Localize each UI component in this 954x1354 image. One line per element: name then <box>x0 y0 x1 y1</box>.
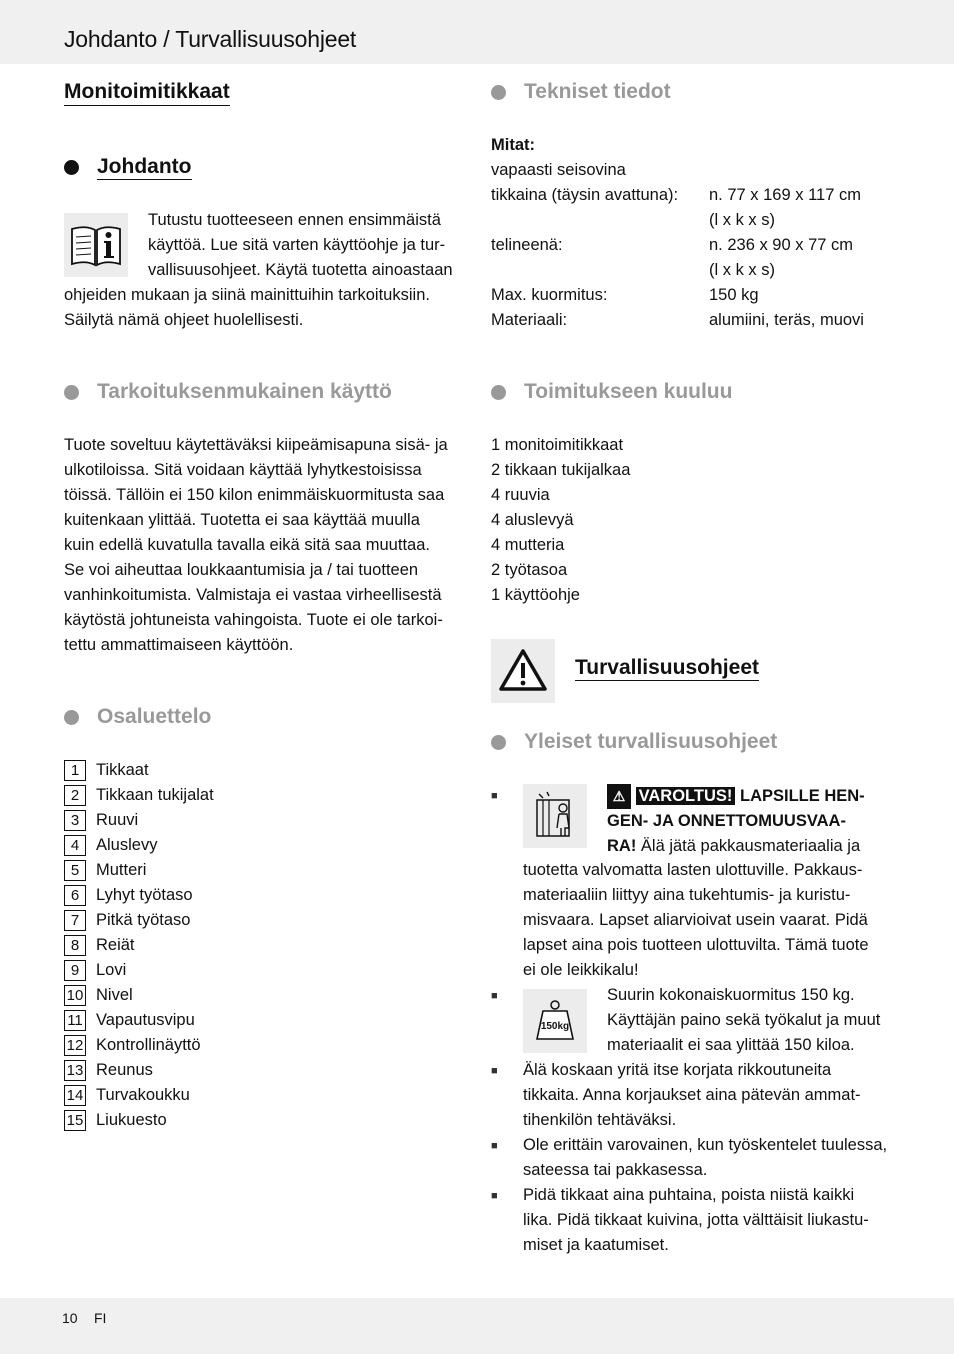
page-number: 10 <box>62 1310 78 1326</box>
warning-triangle-icon <box>491 639 555 703</box>
spec-row: (l x k x s) <box>709 211 775 229</box>
scope-list <box>491 433 630 608</box>
list-item: 2 Tikkaan tukijalat <box>64 783 214 808</box>
list-item: 1 käyttöohje <box>491 586 580 604</box>
list-item: 2 tikkaan tukijalkaa <box>491 461 631 479</box>
load-text: Suurin kokonaiskuormitus 150 kg. Käyttäjän paino sekä työkalut ja muut materiaalit ei saa ylittää 150 kiloa. <box>607 986 881 1054</box>
list-item: 7 Pitkä työtaso <box>64 908 214 933</box>
list-item: 4 ruuvia <box>491 486 550 504</box>
weather-text: Ole erittäin varovainen, kun työskentelet tuulessa, sateessa tai pakkasessa. <box>523 1136 888 1179</box>
intro-heading: Johdanto <box>64 155 192 180</box>
page-footer <box>0 1298 954 1354</box>
spec-row: tikkaina (täysin avattuna): n. 77 x 169 x 117 cm <box>491 186 861 204</box>
purpose-text: Tuote soveltuu käytettäväksi kiipeämisapuna sisä- ja ulkotiloissa. Sitä voidaan käyttää lyhytkestoisissa töissä. Tällöin ei 150 kilon enimmäiskuormitusta saa kuitenkaan ylittää. Tuotetta ei saa käyttää muulla kuin edellä kuvatulla tavalla eikä sitä saa muuttaa. Se voi aiheuttaa loukkaantumisia ja / tai tuotteen vanhinkoitumista. Valmistaja ei vastaa virheellisestä käytöstä johtuneista vahingoista. Tuote ei ole tarkoi- tettu ammattimaiseen käyttöön. <box>64 436 448 654</box>
intro-text-a: Tutustu tuotteeseen ennen ensimmäistä käyttöä. Lue sitä varten käyttöohje ja tur- vallisuusohjeet. Käytä tuotetta ainoastaan <box>148 211 453 279</box>
list-item: 1 Tikkaat <box>64 758 214 783</box>
parts-heading: Osaluettelo <box>64 705 211 729</box>
clean-text: Pidä tikkaat aina puhtaina, poista niistä kaikki lika. Pidä tikkaat kuivina, jotta välttäisit liukastu- miset ja kaatumiset. <box>523 1186 869 1254</box>
list-item: 8 Reiät <box>64 933 214 958</box>
list-item: 2 työtasoa <box>491 561 568 579</box>
bullet-dot <box>64 160 79 175</box>
list-item: 13 Reunus <box>64 1058 214 1083</box>
list-item: 1 monitoimitikkaat <box>491 436 624 454</box>
warning-triangle-small-icon: ⚠ <box>607 784 631 809</box>
list-item: 6 Lyhyt työtaso <box>64 883 214 908</box>
list-item: 4 mutteria <box>491 536 565 554</box>
list-item: 10 Nivel <box>64 983 214 1008</box>
general-safety-heading: Yleiset turvallisuusohjeet <box>491 730 777 754</box>
safety-title: Turvallisuusohjeet <box>575 656 759 679</box>
info-book-icon <box>64 213 128 277</box>
square-bullet: ■ <box>491 790 498 802</box>
repair-text: Älä koskaan yritä itse korjata rikkoutuneita tikkaita. Anna korjaukset aina pätevän ammat- tihenkilön tehtäväksi. <box>523 1061 861 1129</box>
intro-text-b: ohjeiden mukaan ja siinä mainittuihin tarkoituksiin. Säilytä nämä ohjeet huolellisesti. <box>64 286 430 329</box>
free-standing: vapaasti seisovina <box>491 161 626 179</box>
tech-heading: Tekniset tiedot <box>491 80 671 104</box>
list-item: 4 aluslevyä <box>491 511 574 529</box>
spec-row: Max. kuormitus: 150 kg <box>491 286 759 304</box>
purpose-heading: Tarkoituksenmukainen käyttö <box>64 380 392 404</box>
dims-label: Mitat: <box>491 136 535 154</box>
bullet-dot <box>64 710 79 725</box>
product-title: Monitoimitikkaat <box>64 80 230 106</box>
square-bullet: ■ <box>491 1140 498 1152</box>
square-bullet: ■ <box>491 1190 498 1202</box>
warning-badge: VAROLTUS! <box>636 787 736 805</box>
parts-list <box>64 758 214 1133</box>
page-header <box>0 0 954 64</box>
weight-icon <box>523 989 587 1053</box>
warning-body: tuotetta valvomatta lasten ulottuville. Pakkaus- materiaaliin liittyy aina tukehtumis- ja kuristu- misvaara. Lapset aliarvioivat usein vaarat. Pidä lapset aina pois tuotteen ulottuvilta. Tämä tuote ei ole leikkikalu! <box>523 861 869 979</box>
spec-row: telineenä: n. 236 x 90 x 77 cm <box>491 236 853 254</box>
svg-text:150kg: 150kg <box>540 1021 570 1032</box>
list-item: 15 Liukuesto <box>64 1108 214 1133</box>
list-item: 5 Mutteri <box>64 858 214 883</box>
bullet-dot <box>491 385 506 400</box>
list-item: 12 Kontrollinäyttö <box>64 1033 214 1058</box>
list-item: 14 Turvakoukku <box>64 1083 214 1108</box>
spec-row: Materiaali: alumiini, teräs, muovi <box>491 311 864 329</box>
spec-row: (l x k x s) <box>709 261 775 279</box>
scope-heading: Toimitukseen kuuluu <box>491 380 732 404</box>
language-code: FI <box>94 1310 107 1326</box>
list-item: 3 Ruuvi <box>64 808 214 833</box>
bullet-dot <box>64 385 79 400</box>
bullet-dot <box>491 735 506 750</box>
list-item: 11 Vapautusvipu <box>64 1008 214 1033</box>
square-bullet: ■ <box>491 990 498 1002</box>
list-item: 9 Lovi <box>64 958 214 983</box>
square-bullet: ■ <box>491 1065 498 1077</box>
tech-specs <box>491 133 911 333</box>
child-danger-icon <box>523 784 587 848</box>
list-item: 4 Aluslevy <box>64 833 214 858</box>
warning-header: ⚠ VAROLTUS! LAPSILLE HEN- GEN- JA ONNETTOMUUSVAA- RA! Älä jätä pakkausmateriaalia ja <box>607 784 897 859</box>
bullet-dot <box>491 85 506 100</box>
page-title: Johdanto / Turvallisuusohjeet <box>64 26 357 52</box>
